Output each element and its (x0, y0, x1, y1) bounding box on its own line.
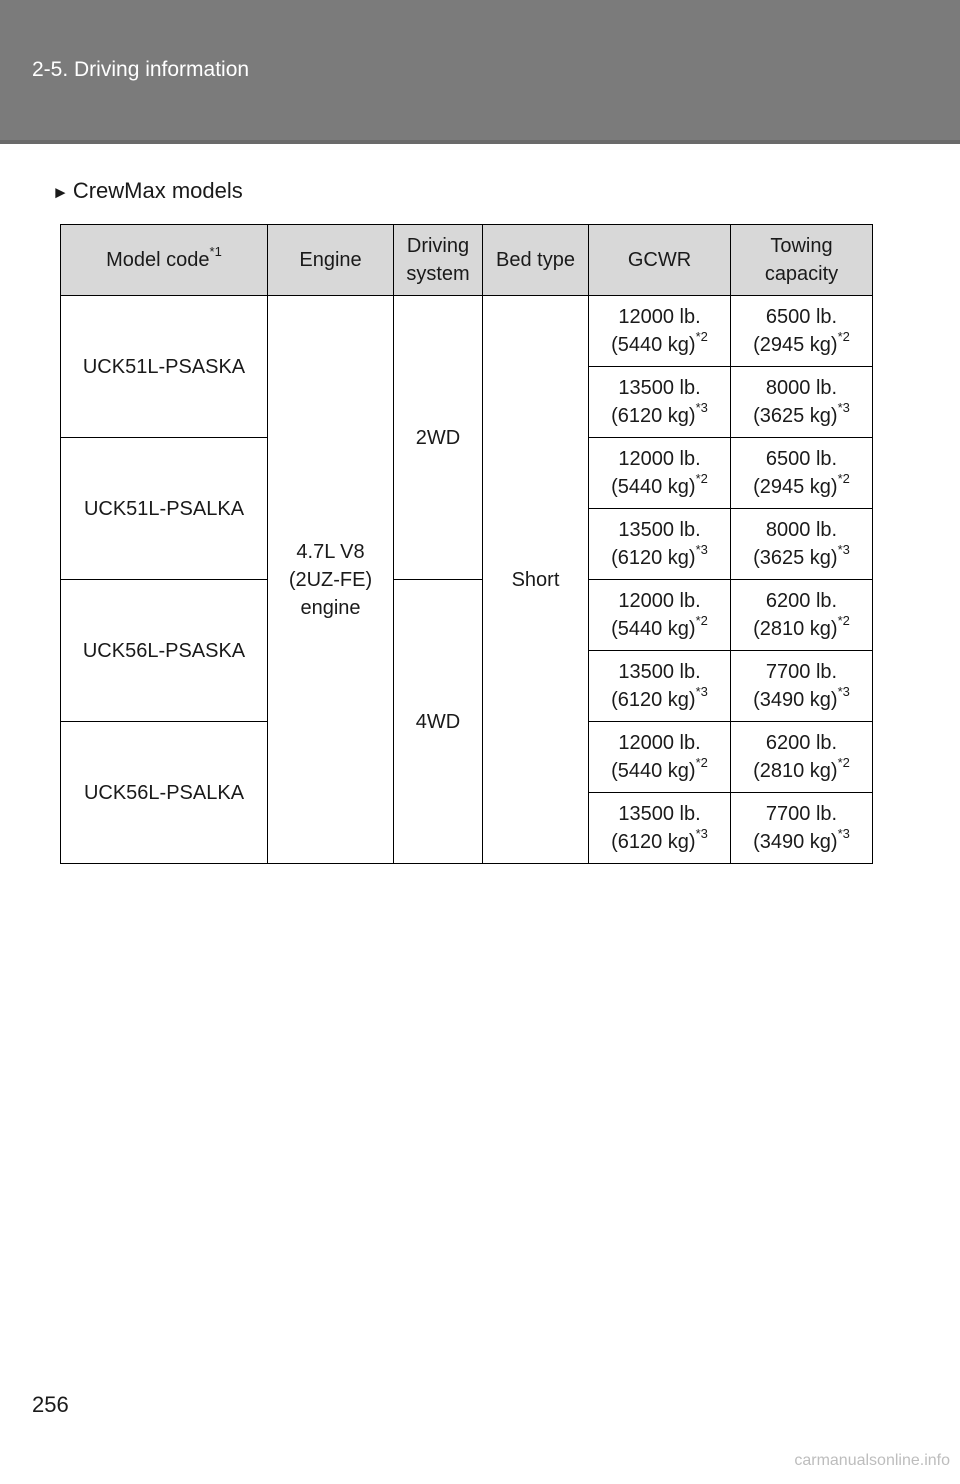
towing-cell: 6500 lb. (2945 kg)$^{*2}$ (731, 438, 873, 509)
header-driving-system: Driving system (394, 225, 483, 296)
triangle-bullet-icon: ► (52, 183, 69, 202)
towing-cell: 6200 lb. (2810 kg)$^{*2}$ (731, 580, 873, 651)
section-title: 2-5. Driving information (32, 58, 250, 81)
gcwr-cell: 13500 lb. (6120 kg)$^{*3}$ (589, 509, 731, 580)
towing-cell: 7700 lb. (3490 kg)$^{*3}$ (731, 651, 873, 722)
header-divider (0, 140, 960, 144)
model-code-cell: UCK56L-PSASKA (61, 580, 268, 722)
table-header-row (61, 225, 873, 296)
header-gcwr: GCWR (589, 225, 731, 296)
header-model-code: Model code$^{*1}$ (61, 225, 268, 296)
towing-cell: 6500 lb. (2945 kg)$^{*2}$ (731, 296, 873, 367)
model-code-cell: UCK56L-PSALKA (61, 722, 268, 864)
header-towing-capacity: Towing capacity (731, 225, 873, 296)
gcwr-cell: 13500 lb. (6120 kg)$^{*3}$ (589, 793, 731, 864)
table-row (61, 296, 873, 367)
header-bed-type: Bed type (483, 225, 589, 296)
model-code-cell: UCK51L-PSASKA (61, 296, 268, 438)
gcwr-cell: 13500 lb. (6120 kg)$^{*3}$ (589, 651, 731, 722)
towing-cell: 7700 lb. (3490 kg)$^{*3}$ (731, 793, 873, 864)
towing-spec-table (60, 224, 873, 864)
bed-type-cell: Short (483, 296, 589, 864)
gcwr-cell: 12000 lb. (5440 kg)$^{*2}$ (589, 580, 731, 651)
model-code-cell: UCK51L-PSALKA (61, 438, 268, 580)
towing-cell: 8000 lb. (3625 kg)$^{*3}$ (731, 367, 873, 438)
engine-cell: 4.7L V8 (2UZ-FE) engine (268, 296, 394, 864)
driving-system-cell: 4WD (394, 580, 483, 864)
watermark: carmanualsonline.info (794, 1452, 950, 1469)
towing-cell: 8000 lb. (3625 kg)$^{*3}$ (731, 509, 873, 580)
page-number: 256 (32, 1392, 69, 1417)
gcwr-cell: 12000 lb. (5440 kg)$^{*2}$ (589, 438, 731, 509)
gcwr-cell: 12000 lb. (5440 kg)$^{*2}$ (589, 722, 731, 793)
subheading (52, 178, 243, 204)
towing-cell: 6200 lb. (2810 kg)$^{*2}$ (731, 722, 873, 793)
header-engine: Engine (268, 225, 394, 296)
table-row (61, 580, 873, 651)
gcwr-cell: 13500 lb. (6120 kg)$^{*3}$ (589, 367, 731, 438)
subheading-text: CrewMax models (72, 178, 243, 203)
gcwr-cell: 12000 lb. (5440 kg)$^{*2}$ (589, 296, 731, 367)
driving-system-cell: 2WD (394, 296, 483, 580)
